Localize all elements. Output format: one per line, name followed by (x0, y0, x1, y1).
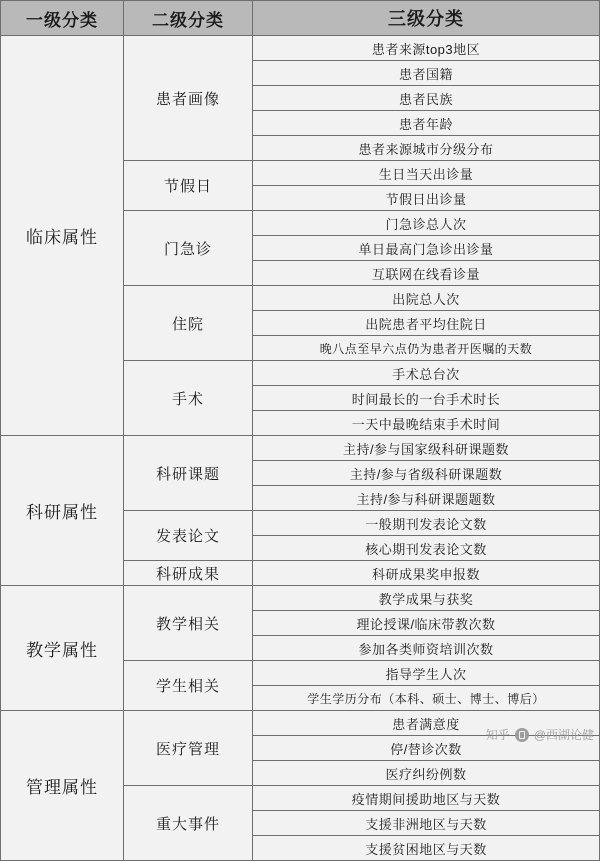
level2-cell: 门急诊 (124, 211, 253, 286)
table-header-row (1, 1, 600, 36)
level3-cell: 科研成果奖申报数 (253, 561, 600, 586)
level3-cell: 核心期刊发表论文数 (253, 536, 600, 561)
level3-cell: 互联网在线看诊量 (253, 261, 600, 286)
level3-cell: 一天中最晚结束手术时间 (253, 411, 600, 436)
level2-cell: 科研成果 (124, 561, 253, 586)
level1-cell: 管理属性 (1, 711, 124, 861)
level3-cell: 教学成果与获奖 (253, 586, 600, 611)
column-header-1: 一级分类 (1, 1, 124, 36)
level3-cell: 支援非洲地区与天数 (253, 811, 600, 836)
level2-cell: 学生相关 (124, 661, 253, 711)
level3-cell: 出院总人次 (253, 286, 600, 311)
table-row (1, 586, 600, 611)
level3-cell: 患者满意度 (253, 711, 600, 736)
level2-cell: 科研课题 (124, 436, 253, 511)
level1-cell: 临床属性 (1, 36, 124, 436)
level3-cell: 患者民族 (253, 86, 600, 111)
level2-cell: 手术 (124, 361, 253, 436)
level3-cell: 患者来源城市分级分布 (253, 136, 600, 161)
level3-cell: 门急诊总人次 (253, 211, 600, 236)
level2-cell: 医疗管理 (124, 711, 253, 786)
level3-cell: 疫情期间援助地区与天数 (253, 786, 600, 811)
level3-cell: 节假日出诊量 (253, 186, 600, 211)
level3-cell: 指导学生人次 (253, 661, 600, 686)
table-row (1, 711, 600, 736)
level2-cell: 住院 (124, 286, 253, 361)
level3-cell: 理论授课/临床带教次数 (253, 611, 600, 636)
level3-cell: 主持/参与国家级科研课题数 (253, 436, 600, 461)
level2-cell: 发表论文 (124, 511, 253, 561)
table-row (1, 436, 600, 461)
table-row (1, 36, 600, 61)
level3-cell: 学生学历分布（本科、硕士、博士、博后） (253, 686, 600, 711)
level3-cell: 时间最长的一台手术时长 (253, 386, 600, 411)
level2-cell: 节假日 (124, 161, 253, 211)
level2-cell: 教学相关 (124, 586, 253, 661)
level3-cell: 生日当天出诊量 (253, 161, 600, 186)
level3-cell: 停/替诊次数 (253, 736, 600, 761)
level1-cell: 教学属性 (1, 586, 124, 711)
level3-cell: 患者年龄 (253, 111, 600, 136)
level2-cell: 患者画像 (124, 36, 253, 161)
level1-cell: 科研属性 (1, 436, 124, 586)
level3-cell: 单日最高门急诊出诊量 (253, 236, 600, 261)
level3-cell: 支援贫困地区与天数 (253, 836, 600, 861)
level3-cell: 手术总台次 (253, 361, 600, 386)
level3-cell: 患者国籍 (253, 61, 600, 86)
level3-cell: 主持/参与省级科研课题数 (253, 461, 600, 486)
column-header-2: 二级分类 (124, 1, 253, 36)
level3-cell: 医疗纠纷例数 (253, 761, 600, 786)
column-header-3: 三级分类 (253, 1, 600, 36)
level3-cell: 晚八点至早六点仍为患者开医嘱的天数 (253, 336, 600, 361)
watermark-author: @西湖论健 (533, 728, 594, 742)
level3-cell: 一般期刊发表论文数 (253, 511, 600, 536)
level3-cell: 出院患者平均住院日 (253, 311, 600, 336)
level2-cell: 重大事件 (124, 786, 253, 861)
level3-cell: 主持/参与科研课题题数 (253, 486, 600, 511)
level3-cell: 参加各类师资培训次数 (253, 636, 600, 661)
level3-cell: 患者来源top3地区 (253, 36, 600, 61)
watermark-platform: 知乎 (485, 728, 510, 742)
